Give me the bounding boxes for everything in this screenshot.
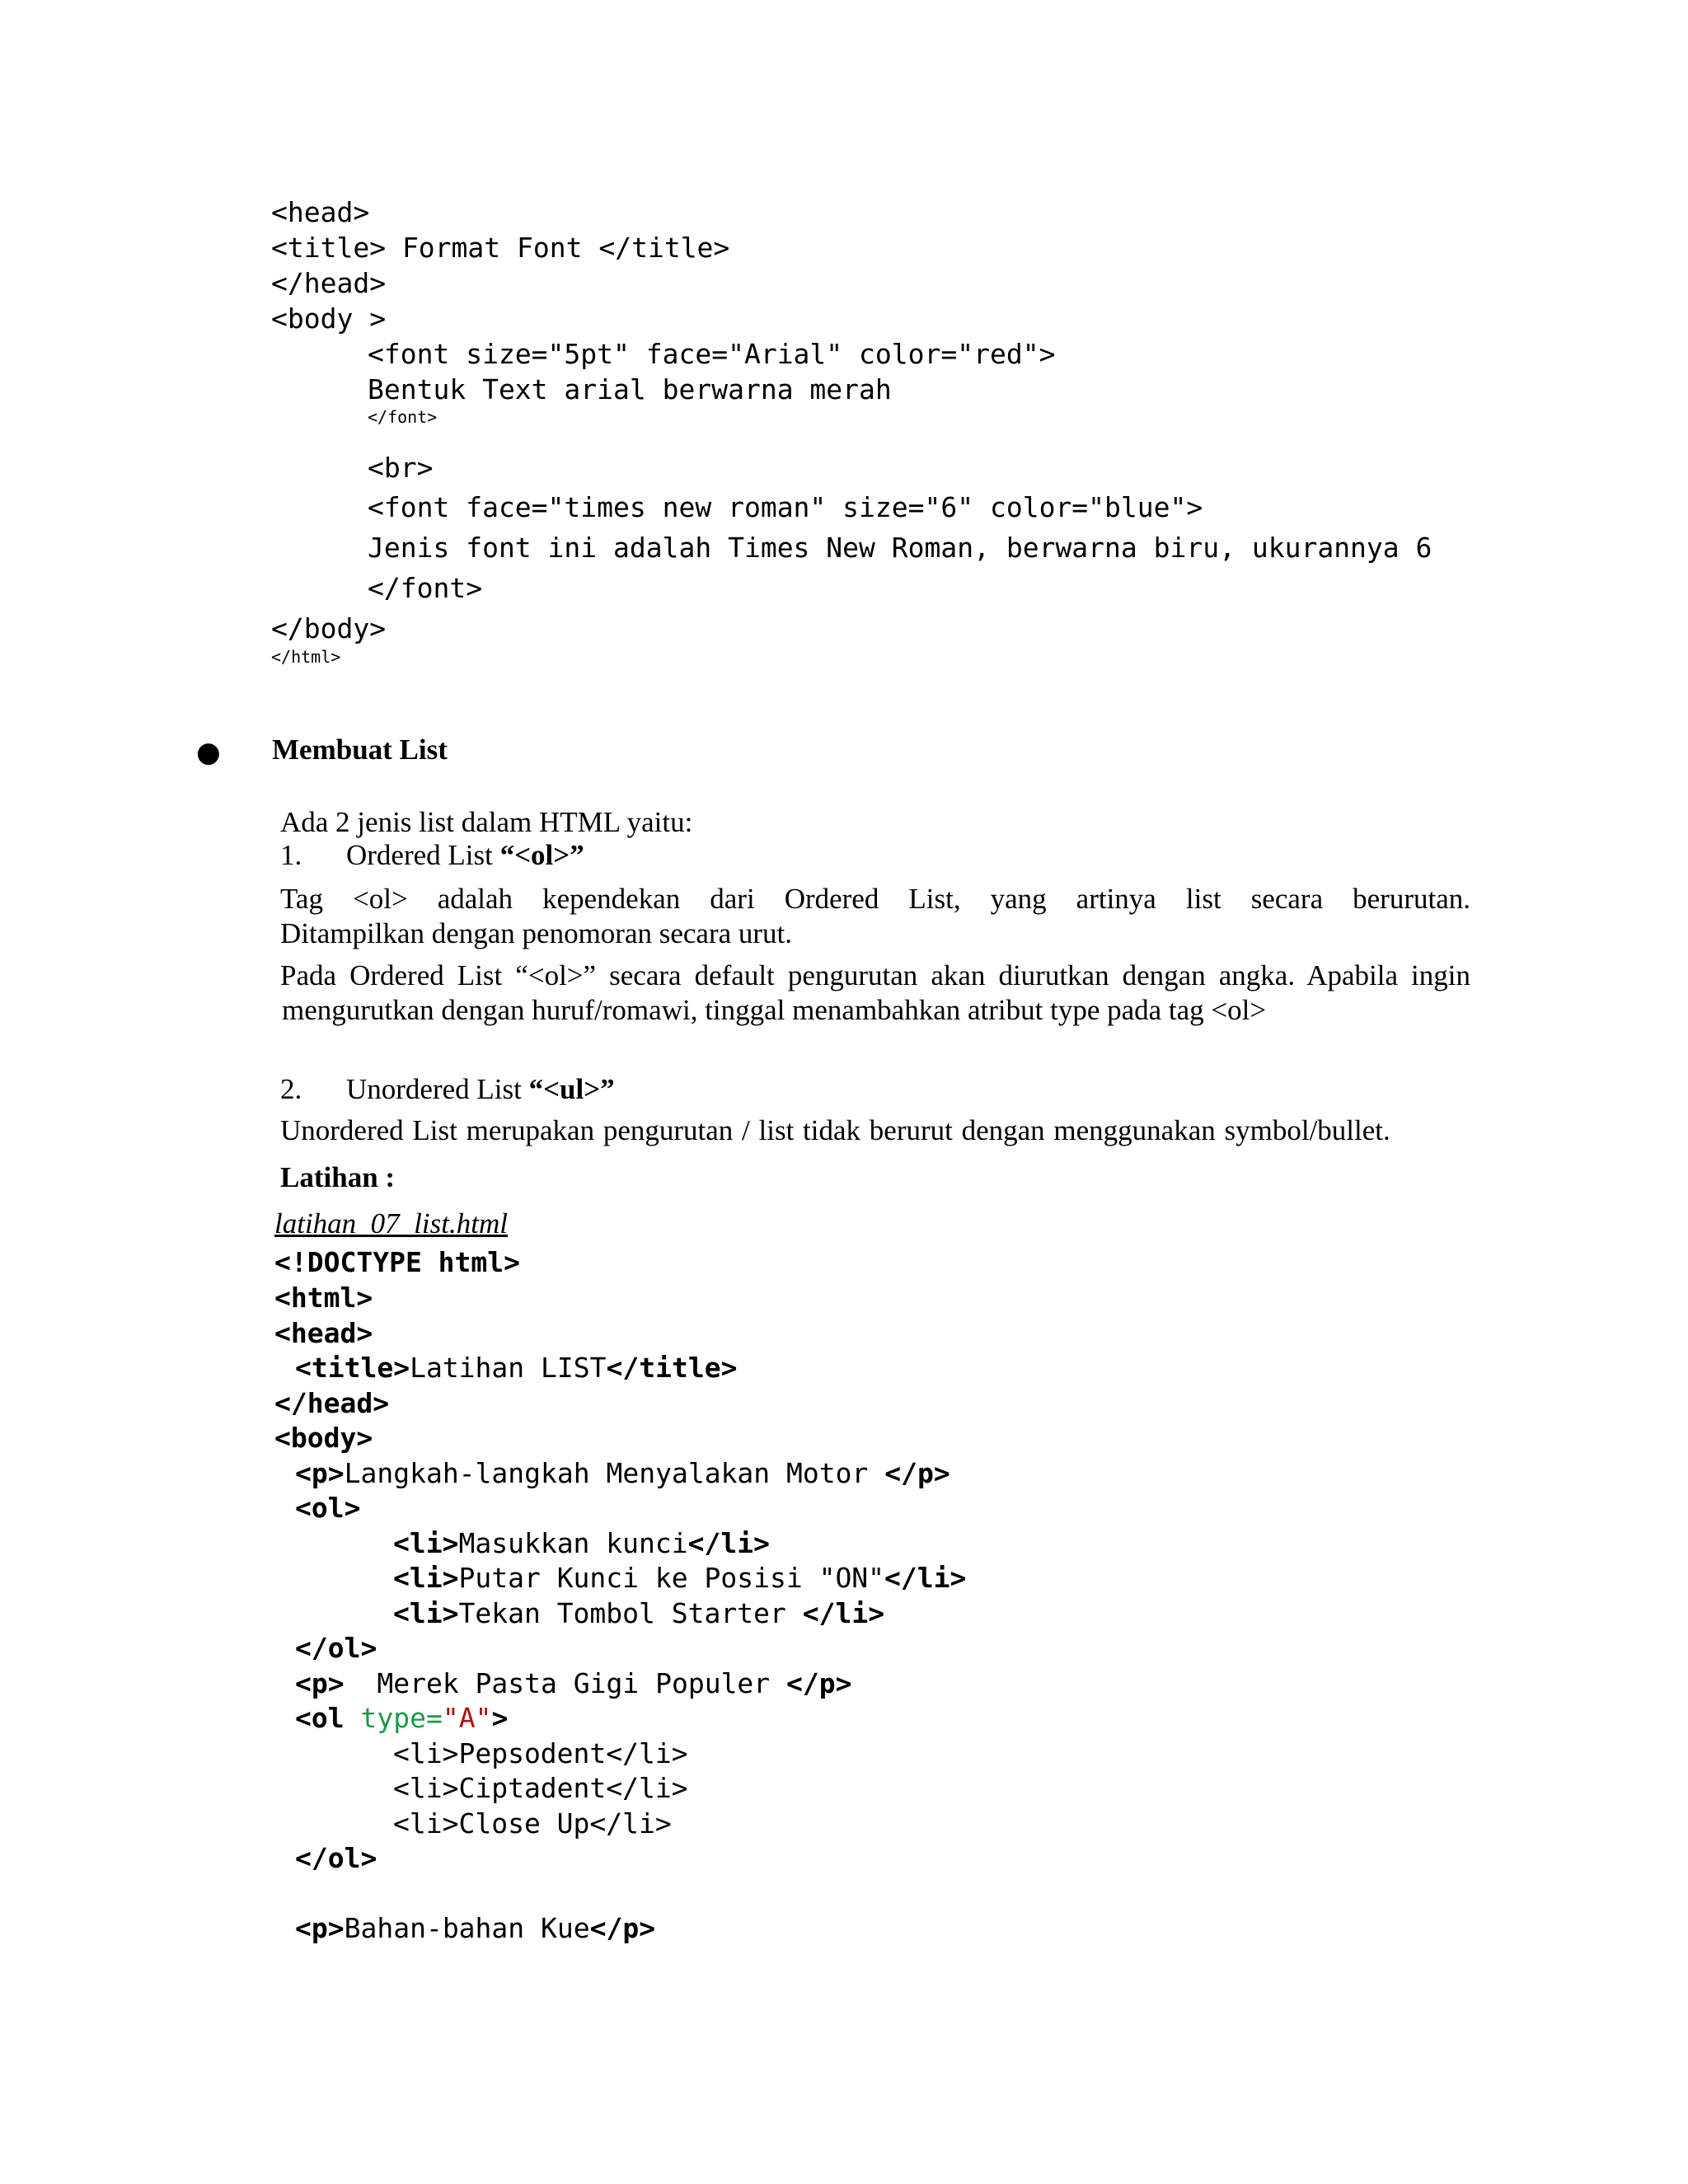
paragraph-line: mengurutkan dengan huruf/romawi, tinggal menambahkan atribut type pada tag <ol>	[282, 994, 1267, 1026]
code-line: </font>	[368, 407, 438, 427]
code-line: <ol>	[295, 1492, 361, 1524]
code-line: </ol>	[295, 1842, 377, 1874]
code-line: <html>	[274, 1282, 373, 1314]
code-line: <title> Format Font </title>	[271, 232, 730, 264]
code-line: <font face="times new roman" size="6" color="blue">	[368, 491, 1203, 523]
code-line: </body>	[271, 612, 387, 644]
code-line: <li>Masukkan kunci</li>	[393, 1527, 770, 1559]
list-item-tag: “<ol>”	[499, 839, 584, 871]
paragraph-line: Unordered List merupakan pengurutan / list tidak berurut dengan menggunakan symbol/bullet.	[280, 1114, 1390, 1146]
filename-label: latihan_07_list.html	[274, 1207, 508, 1240]
section-heading: Membuat List	[272, 733, 448, 766]
code-line: <li>Pepsodent</li>	[393, 1737, 688, 1769]
code-line: <head>	[274, 1317, 373, 1349]
code-line: <body >	[271, 302, 387, 335]
code-line: <li>Close Up</li>	[393, 1807, 672, 1840]
list-item-title	[346, 839, 584, 872]
code-line: <br>	[368, 452, 434, 484]
code-line: </font>	[368, 572, 483, 604]
code-line: <font size="5pt" face="Arial" color="red">	[368, 338, 1056, 370]
code-line: </html>	[271, 647, 341, 667]
code-line: <li>Putar Kunci ke Posisi "ON"</li>	[393, 1562, 967, 1594]
paragraph-line: Pada Ordered List “<ol>” secara default pengurutan akan diurutkan dengan angka. Apabila ingin	[280, 959, 1470, 991]
code-line: <li>Ciptadent</li>	[393, 1772, 688, 1804]
code-line: </head>	[271, 267, 387, 299]
list-number: 1.	[280, 839, 302, 871]
code-line: <p> Merek Pasta Gigi Populer </p>	[295, 1667, 852, 1699]
code-line: Jenis font ini adalah Times New Roman, berwarna biru, ukurannya 6	[368, 532, 1432, 564]
code-line: </ol>	[295, 1632, 377, 1664]
paragraph-line: Tag <ol> adalah kependekan dari Ordered List, yang artinya list secara berurutan.	[280, 883, 1470, 915]
code-line: <li>Tekan Tombol Starter </li>	[393, 1597, 885, 1629]
list-item-label: Ordered List	[346, 839, 500, 871]
code-line: <title>Latihan LIST</title>	[295, 1352, 738, 1384]
paragraph-line: Ditampilkan dengan penomoran secara urut.	[280, 917, 793, 949]
code-line: Bentuk Text arial berwarna merah	[368, 373, 892, 405]
list-number: 2.	[280, 1073, 302, 1105]
code-line: </head>	[274, 1387, 390, 1419]
list-item-label: Unordered List	[346, 1073, 529, 1105]
list-item-tag: “<ul>”	[528, 1073, 615, 1105]
list-item-title	[346, 1073, 615, 1106]
code-line: <p>Langkah-langkah Menyalakan Motor </p>	[295, 1457, 950, 1489]
latihan-label: Latihan :	[280, 1161, 396, 1193]
code-line: <body>	[274, 1422, 373, 1454]
code-line: <!DOCTYPE html>	[274, 1246, 521, 1278]
bullet-icon: ●	[196, 736, 221, 769]
code-line: <ol type="A">	[295, 1702, 509, 1734]
code-line: <head>	[271, 196, 370, 228]
code-line: <p>Bahan-bahan Kue</p>	[295, 1912, 656, 1944]
intro-text: Ada 2 jenis list dalam HTML yaitu:	[280, 806, 693, 838]
